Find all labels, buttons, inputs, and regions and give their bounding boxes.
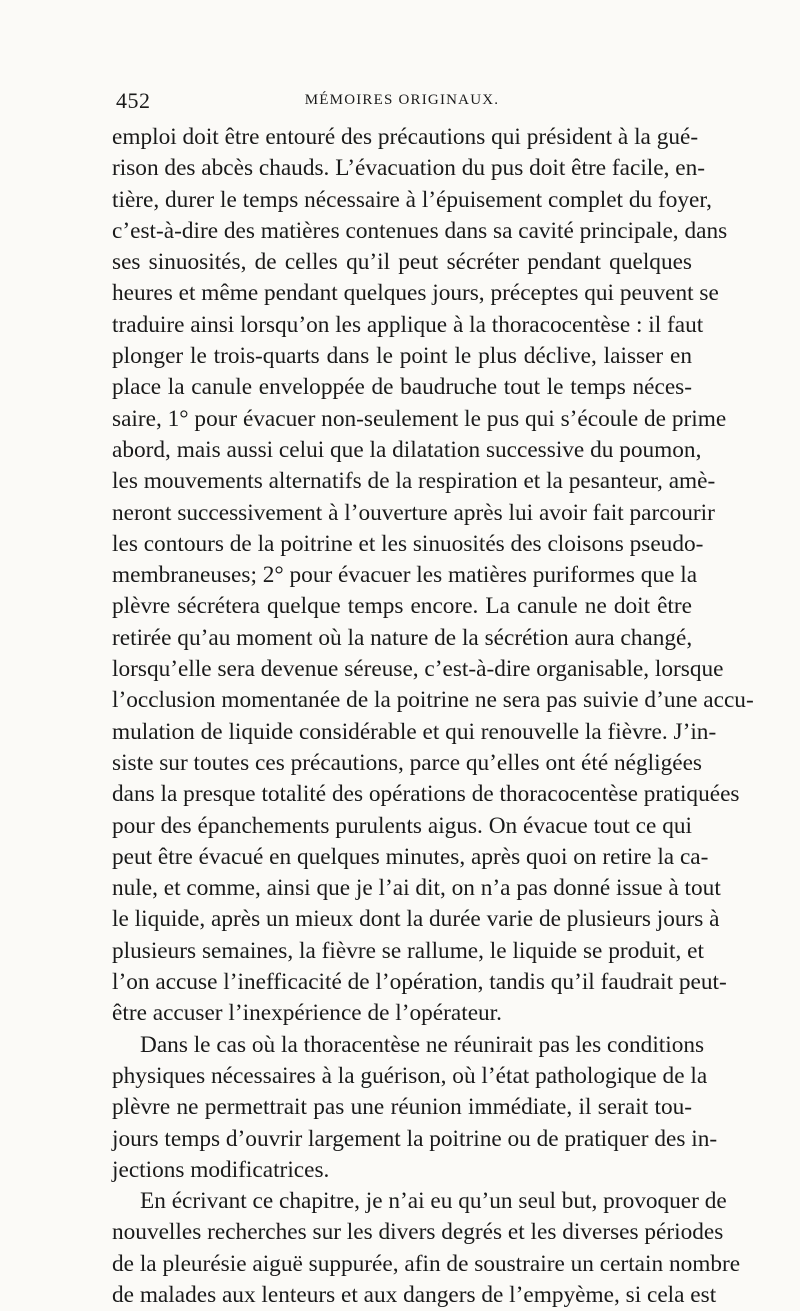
text-line: jections modificatrices. (112, 1156, 330, 1183)
text-line: neront successivement à l’ouverture après lui avoir fait parcourir (112, 499, 715, 526)
text-line: c’est-à-dire des matières contenues dans sa cavité principale, dans (112, 217, 728, 244)
text-line: être accuser l’inexpérience de l’opérateur. (112, 1000, 502, 1027)
text-line: nule, et comme, ainsi que je l’ai dit, on n’a pas donné issue à tout (112, 875, 721, 902)
text-line: plonger le trois-quarts dans le point le plus déclive, laisser en (112, 343, 692, 370)
body-text (112, 122, 754, 1311)
text-line: de malades aux lenteurs et aux dangers de l’empyème, si cela est (112, 1281, 717, 1308)
text-line: place la canule enveloppée de baudruche tout le temps néces- (112, 374, 692, 401)
text-line: mulation de liquide considérable et qui renouvelle la fièvre. J’in- (112, 718, 717, 745)
page-number: 452 (116, 88, 151, 113)
text-line: l’occlusion momentanée de la poitrine ne sera pas suivie d’une accu- (112, 687, 754, 714)
running-title: MÉMOIRES ORIGINAUX. (304, 92, 500, 108)
page-header (112, 88, 692, 122)
text-line: ses sinuosités, de celles qu’il peut sécréter pendant quelques (112, 249, 692, 276)
text-line: emploi doit être entouré des précautions qui président à la gué- (112, 124, 699, 150)
text-line: Dans le cas où la thoracentèse ne réunirait pas les conditions (140, 1031, 705, 1058)
text-line: le liquide, après un mieux dont la durée varie de plusieurs jours à (112, 906, 720, 933)
text-line: nouvelles recherches sur les divers degrés et les diverses périodes (112, 1219, 724, 1246)
text-line: physiques nécessaires à la guérison, où l’état pathologique de la (112, 1062, 708, 1089)
text-line: jours temps d’ouvrir largement la poitrine ou de pratiquer des in- (112, 1125, 718, 1152)
text-line: tière, durer le temps nécessaire à l’épuisement complet du foyer, (112, 186, 713, 213)
text-line: pour des épanchements purulents aigus. On évacue tout ce qui (112, 812, 692, 839)
text-line: traduire ainsi lorsqu’on les applique à la thoracocentèse : il faut (112, 311, 704, 338)
text-line: siste sur toutes ces précautions, parce qu’elles ont été négligées (112, 749, 702, 776)
text-line: heures et même pendant quelques jours, préceptes qui peuvent se (112, 280, 719, 307)
text-line: membraneuses; 2° pour évacuer les matières puriformes que la (112, 562, 698, 589)
paragraph (112, 122, 754, 1030)
text-line: les mouvements alternatifs de la respiration et la pesanteur, amè- (112, 468, 716, 495)
text-line: peut être évacué en quelques minutes, après quoi on retire la ca- (112, 843, 709, 870)
text-line: plusieurs semaines, la fièvre se rallume, le liquide se produit, et (112, 937, 704, 964)
text-line: saire, 1° pour évacuer non-seulement le pus qui s’écoule de prime (112, 405, 727, 432)
text-line: lorsqu’elle sera devenue séreuse, c’est-à-dire organisable, lorsque (112, 656, 724, 683)
paragraph (112, 1030, 718, 1186)
text-line: abord, mais aussi celui que la dilatation successive du poumon, (112, 436, 702, 463)
text-line: retirée qu’au moment où la nature de la sécrétion aura changé, (112, 624, 693, 651)
paragraph (112, 1186, 741, 1311)
book-page (112, 88, 754, 1311)
text-line: dans la presque totalité des opérations de thoracocentèse pratiquées (112, 781, 740, 808)
text-line: les contours de la poitrine et les sinuosités des cloisons pseudo- (112, 530, 704, 557)
text-line: En écrivant ce chapitre, je n’ai eu qu’un seul but, provoquer de (140, 1188, 727, 1215)
text-line: plèvre ne permettrait pas une réunion immédiate, il serait tou- (112, 1094, 692, 1121)
text-line: rison des abcès chauds. L’évacuation du pus doit être facile, en- (112, 155, 706, 182)
text-line: de la pleurésie aiguë suppurée, afin de soustraire un certain nombre (112, 1250, 741, 1277)
text-line: l’on accuse l’inefficacité de l’opération, tandis qu’il faudrait peut- (112, 969, 727, 996)
text-line: plèvre sécrétera quelque temps encore. La canule ne doit être (112, 593, 692, 620)
